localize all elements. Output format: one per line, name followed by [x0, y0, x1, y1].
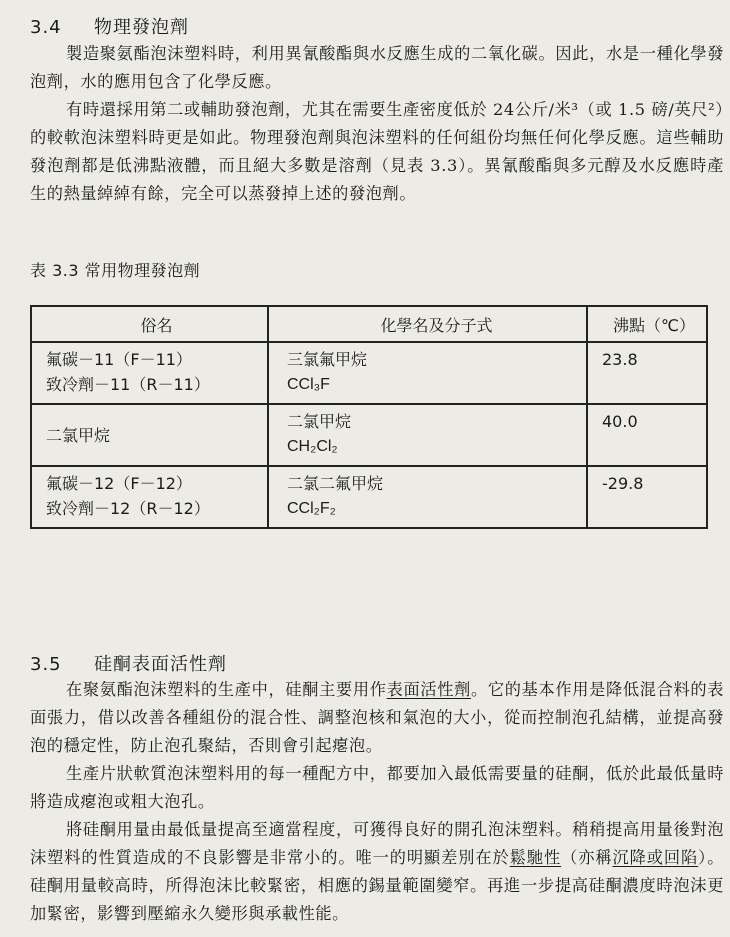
chemical-name: 二氯二氟甲烷	[287, 474, 384, 493]
table-row	[31, 404, 707, 466]
boiling-point-cell: 40.0	[587, 404, 707, 466]
paragraph: 有時還採用第二或輔助發泡劑，尤其在需要生產密度低於 24公斤/米³（或 1.5 磅/英尺²）的較軟泡沫塑料時更是如此。物理發泡劑與泡沫塑料的任何組份均無任何化學反應。這些輔助發泡劑都是低沸點液體，而且絕大多數是溶劑（見表 3.3）。異氰酸酯與多元醇及水反應時產生的熱量綽綽有餘，完全可以蒸發掉上述的發泡劑。	[30, 100, 724, 203]
column-header: 化學名及分子式	[268, 306, 587, 342]
common-name: 氟碳－12（F－12）	[46, 474, 192, 493]
chemical-name-cell	[268, 466, 587, 528]
section-title: 硅酮表面活性劑	[94, 654, 227, 675]
paragraph: 生產片狀軟質泡沫塑料用的每一種配方中，都要加入最低需要量的硅酮，低於此最低量時將造成瘪泡或粗大泡孔。	[30, 764, 724, 811]
common-name-alt: 致冷劑－11（R－11）	[46, 375, 210, 394]
common-name: 二氯甲烷	[46, 425, 111, 445]
section-heading-3-5	[30, 650, 227, 676]
text-run: 。它的基本作用是降低混合料的表面張力，借以改善各種組份的混合性、調整泡核和氣泡的大小，從而控制泡孔結構，並提高發泡的穩定性，防止泡孔聚結，否則會引起瘪泡。	[30, 680, 725, 755]
blowing-agents-table	[30, 305, 708, 529]
text-run: （亦稱	[561, 848, 613, 867]
text-run: 將硅酮用量由最低量提高至適當程度，可獲得良好的開孔泡沫塑料。稍稍提高用量後對泡沫塑料的性質造成的不良影響是非常小的。唯一的明顯差別在於	[30, 820, 724, 867]
boiling-point-cell: -29.8	[587, 466, 707, 528]
underlined-term: 表面活性劑	[386, 680, 471, 699]
underlined-term: 沉降或回陷	[612, 848, 699, 867]
chemical-name: 二氯甲烷	[287, 412, 352, 431]
underlined-term: 鬆馳性	[509, 848, 562, 867]
column-header: 俗名	[31, 306, 268, 342]
paragraph	[30, 676, 724, 760]
text-run: 在聚氨酯泡沫塑料的生產中，硅酮主要用作	[66, 680, 387, 699]
common-name: 氟碳－11（F－11）	[46, 350, 192, 369]
molecular-formula: CCl₃F	[287, 376, 330, 393]
text-run: ）。硅酮用量較高時，所得泡沫比較緊密，相應的錫量範圍變窄。再進一步提高硅酮濃度時泡沫更加緊密，影響到壓縮永久變形與承載性能。	[30, 848, 724, 923]
table-row	[31, 342, 707, 404]
common-name-cell	[31, 466, 268, 528]
table-row	[31, 466, 707, 528]
common-name-alt: 致冷劑－12（R－12）	[46, 499, 210, 518]
boiling-point-cell: 23.8	[587, 342, 707, 404]
table-caption: 表 3.3 常用物理發泡劑	[30, 261, 201, 280]
section-number: 3.4	[30, 17, 62, 38]
molecular-formula: CH₂Cl₂	[287, 438, 338, 455]
common-name-cell	[31, 342, 268, 404]
section-number: 3.5	[30, 654, 62, 675]
column-header: 沸點（℃）	[587, 306, 707, 342]
paragraph	[30, 816, 724, 928]
section-heading-3-4	[30, 13, 189, 39]
table-header-row	[31, 306, 707, 342]
chemical-name-cell	[268, 342, 587, 404]
common-name-cell	[31, 404, 268, 466]
paragraph: 製造聚氨酯泡沫塑料時，利用異氰酸酯與水反應生成的二氧化碳。因此，水是一種化學發泡劑，水的應用包含了化學反應。	[30, 44, 724, 91]
section-title: 物理發泡劑	[94, 17, 189, 38]
chemical-name-cell	[268, 404, 587, 466]
molecular-formula: CCl₂F₂	[287, 500, 336, 517]
chemical-name: 三氯氟甲烷	[287, 350, 368, 369]
